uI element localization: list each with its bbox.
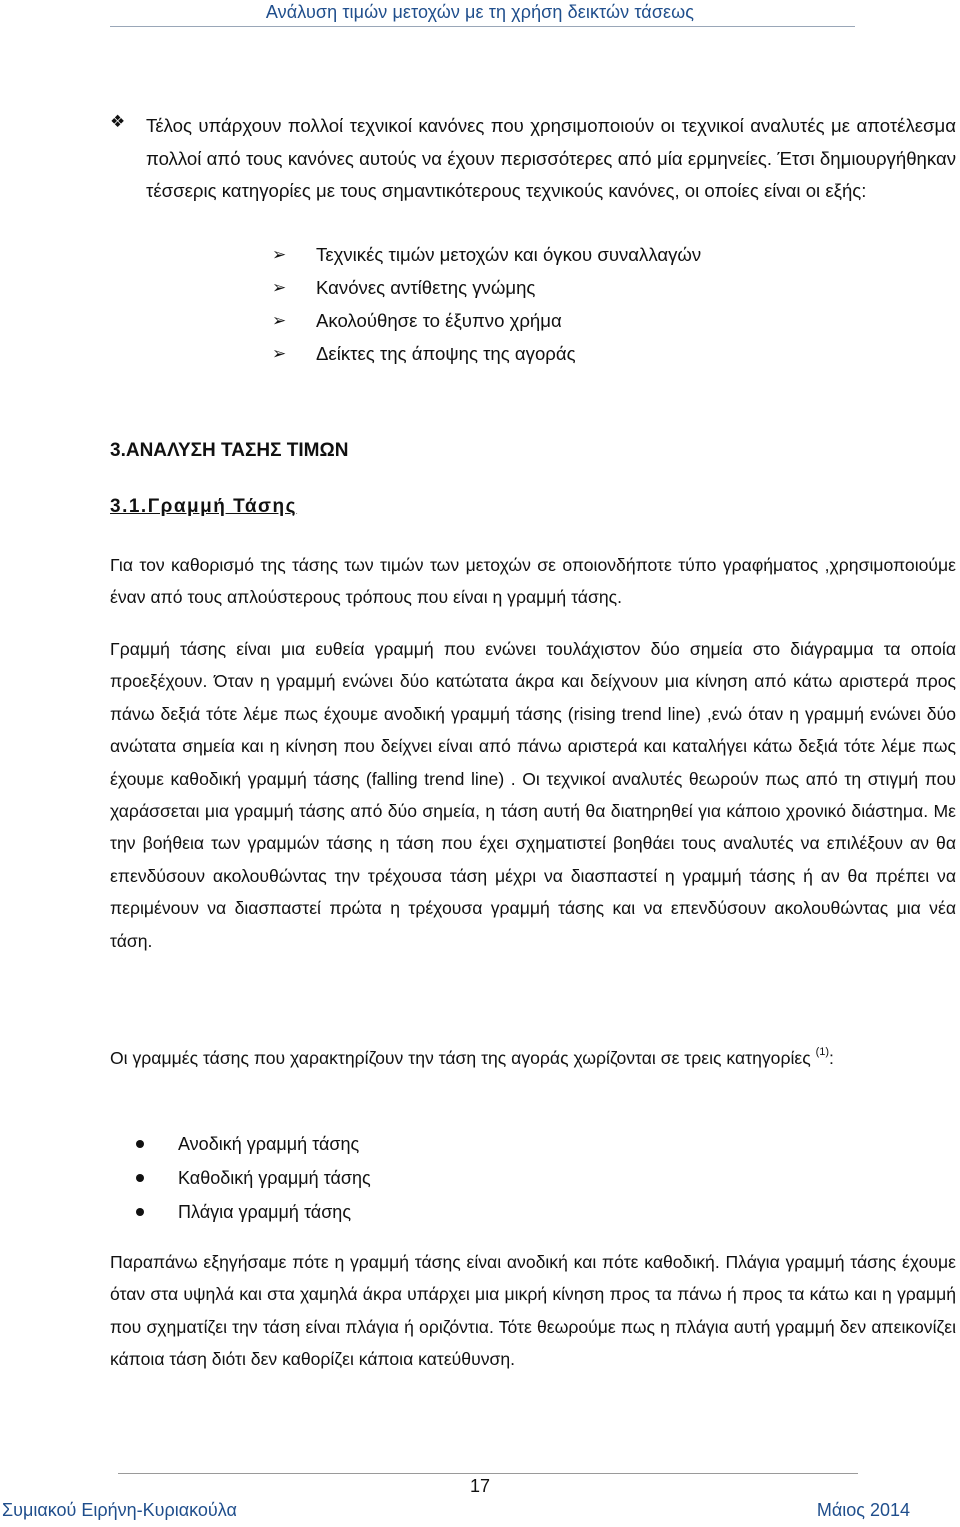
arrow-bullet-icon: ➢ xyxy=(272,245,287,264)
subsection-heading: 3.1.Γραμμή Τάσης xyxy=(110,496,298,517)
arrow-bullet-icon: ➢ xyxy=(272,278,287,297)
diamond-bullet-icon: ❖ xyxy=(110,112,126,131)
bullet-dot-icon xyxy=(136,1140,144,1148)
reference-marker: (1) xyxy=(815,1046,830,1058)
header-rule xyxy=(110,26,855,27)
list-item: Καθοδική γραμμή τάσης xyxy=(136,1161,371,1195)
list-item: Πλάγια γραμμή τάσης xyxy=(136,1195,371,1229)
paragraph-4: Παραπάνω εξηγήσαμε πότε η γραμμή τάσης είναι ανοδική και πότε καθοδική. Πλάγια γραμμή τάσης έχουμε όταν στα υψηλά και στα χαμηλά άκρα υπάρχει μια μικρή κίνηση προς τα πάνω ή προς τα κάτω και η γραμμή που σχηματίζει την τάση είναι πλάγια ή οριζόντια. Τότε θεωρούμε πως η πλάγια αυτή γραμμή δεν απεικονίζει κάποια τάση διότι δεν καθορίζει κάποια κατεύθυνση. xyxy=(110,1252,956,1370)
list-item: Ανοδική γραμμή τάσης xyxy=(136,1127,371,1161)
bullet-dot-icon xyxy=(136,1174,144,1182)
intro-block xyxy=(110,110,956,208)
section-heading: 3.ΑΝΑΛΥΣΗ ΤΑΣΗΣ ΤΙΜΩΝ xyxy=(110,440,349,461)
paragraph-1: Για τον καθορισμό της τάσης των τιμών των μετοχών σε οποιονδήποτε τύπο γραφήματος ,χρησιμοποιούμε έναν από τους απλούστερους τρόπους που είναι η γραμμή τάσης. xyxy=(110,555,956,608)
list-item: ➢ Τεχνικές τιμών μετοχών και όγκου συναλλαγών xyxy=(272,238,701,271)
paragraph-3: Οι γραμμές τάσης που χαρακτηρίζουν την τάση της αγοράς χωρίζονται σε τρεις κατηγορίες $^{(1)}$: xyxy=(110,1046,834,1068)
footer-date: Μάιος 2014 xyxy=(816,1500,910,1520)
bullet-dot-icon xyxy=(136,1208,144,1216)
page-number: 17 xyxy=(469,1476,491,1496)
trend-types-list xyxy=(136,1127,371,1229)
running-header: Ανάλυση τιμών μετοχών με τη χρήση δεικτών τάσεως xyxy=(265,2,695,22)
footer-rule xyxy=(118,1473,858,1474)
footer-author: Συμιακού Ειρήνη-Κυριακούλα xyxy=(2,1500,237,1520)
intro-paragraph: Τέλος υπάρχουν πολλοί τεχνικοί κανόνες που χρησιμοποιούν οι τεχνικοί αναλυτές με αποτέλεσμα πολλοί από τους κανόνες αυτούς να έχουν περισσότερες από μία ερμηνείες. Έτσι δημιουργήθηκαν τέσσερις κατηγορίες με τους σημαντικότερους τεχνικούς κανόνες, οι οποίες είναι οι εξής: xyxy=(146,115,956,201)
list-item: ➢ Δείκτες της άποψης της αγοράς xyxy=(272,337,701,370)
list-item: ➢ Ακολούθησε το έξυπνο χρήμα xyxy=(272,304,701,337)
rule-categories-list xyxy=(272,238,701,370)
list-item: ➢ Κανόνες αντίθετης γνώμης xyxy=(272,271,701,304)
paragraph-2: Γραμμή τάσης είναι μια ευθεία γραμμή που ενώνει τουλάχιστον δύο σημεία στο διάγραμμα τα οποία προεξέχουν. Όταν η γραμμή ενώνει δύο κατώτατα άκρα και δείχνουν μια κίνηση από κάτω αριστερά προς πάνω δεξιά τότε λέμε πως έχουμε ανοδική γραμμή τάσης (rising trend line) ,ενώ όταν η γραμμή ενώνει δύο ανώτατα σημεία και η κίνηση που δείχνει είναι από πάνω αριστερά και καταλήγει κάτω δεξιά τότε λέμε πως έχουμε καθοδική γραμμή τάσης (falling trend line) . Οι τεχνικοί αναλυτές θεωρούν πως από τη στιγμή που χαράσσεται μια γραμμή τάσης από δύο σημεία, η τάση αυτή θα διατηρηθεί για κάποιο χρονικό διάστημα. Με την βοήθεια των γραμμών τάσης η τάση που έχει σχηματιστεί βοηθάει τους αναλυτές να επιλέξουν αν θα επενδύσουν ακολουθώντας την τρέχουσα τάση μέχρι να διασπαστεί η γραμμή τάσης ή αν θα πρέπει να περιμένουν να διασπαστεί πρώτα η τρέχουσα γραμμή τάσης και να επενδύσουν ακολουθώντας μια νέα τάση. xyxy=(110,639,956,951)
arrow-bullet-icon: ➢ xyxy=(272,311,287,330)
arrow-bullet-icon: ➢ xyxy=(272,344,287,363)
